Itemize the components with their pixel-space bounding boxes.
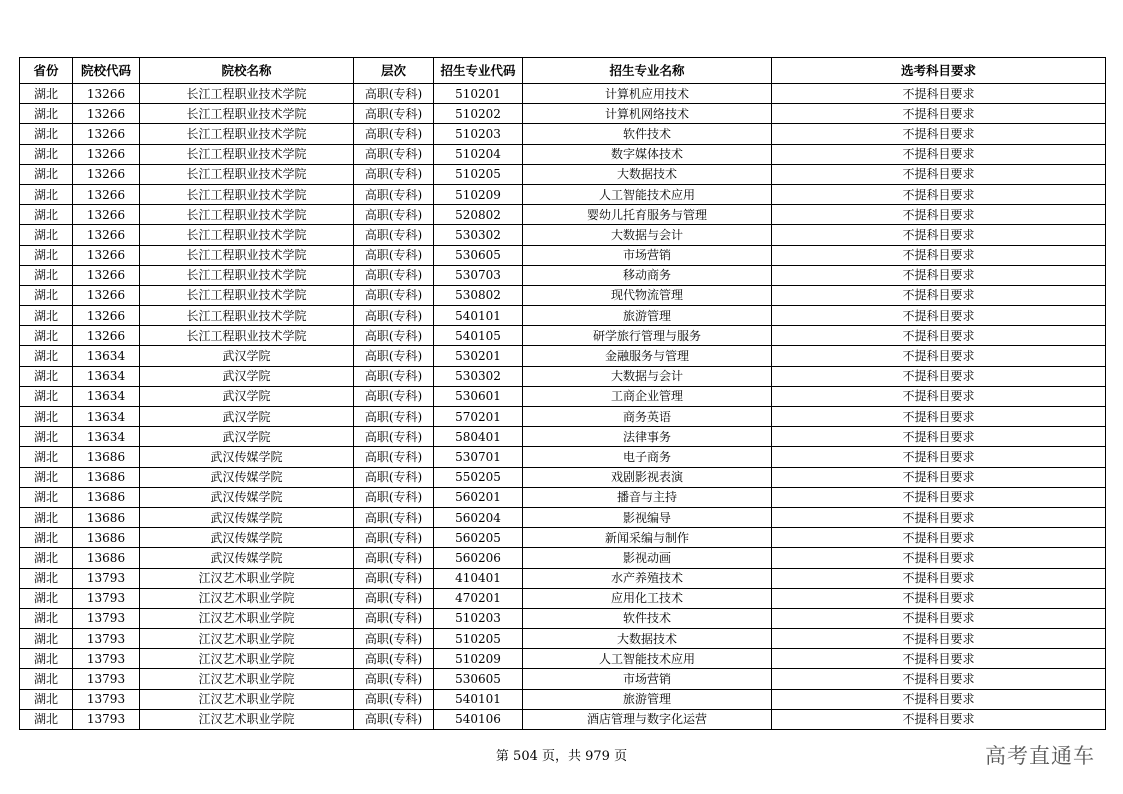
cell-school-code: 13266 xyxy=(73,184,140,204)
cell-major-code: 470201 xyxy=(434,588,523,608)
cell-major-code: 530201 xyxy=(434,346,523,366)
cell-province: 湖北 xyxy=(20,568,73,588)
table-row xyxy=(20,568,1106,588)
cell-school-code: 13266 xyxy=(73,144,140,164)
cell-school-code: 13634 xyxy=(73,346,140,366)
table-row xyxy=(20,124,1106,144)
table-row xyxy=(20,629,1106,649)
cell-level: 高职(专科) xyxy=(354,528,434,548)
cell-school-code: 13793 xyxy=(73,669,140,689)
cell-major-name: 大数据技术 xyxy=(523,164,772,184)
page-number: 第 504 页，共 979 页 xyxy=(495,749,628,764)
cell-school-code: 13634 xyxy=(73,386,140,406)
cell-level: 高职(专科) xyxy=(354,487,434,507)
cell-province: 湖北 xyxy=(20,487,73,507)
cell-school-code: 13686 xyxy=(73,528,140,548)
cell-school-code: 13266 xyxy=(73,84,140,104)
cell-school-code: 13266 xyxy=(73,306,140,326)
cell-level: 高职(专科) xyxy=(354,306,434,326)
cell-subject-requirement: 不提科目要求 xyxy=(772,588,1106,608)
cell-school-code: 13793 xyxy=(73,629,140,649)
cell-school-code: 13793 xyxy=(73,588,140,608)
table-row xyxy=(20,184,1106,204)
cell-school-name: 长江工程职业技术学院 xyxy=(140,285,354,305)
table-row xyxy=(20,285,1106,305)
cell-level: 高职(专科) xyxy=(354,225,434,245)
cell-subject-requirement: 不提科目要求 xyxy=(772,447,1106,467)
cell-major-code: 540106 xyxy=(434,709,523,729)
cell-school-name: 长江工程职业技术学院 xyxy=(140,124,354,144)
cell-school-name: 武汉传媒学院 xyxy=(140,467,354,487)
cell-major-name: 新闻采编与制作 xyxy=(523,528,772,548)
cell-level: 高职(专科) xyxy=(354,326,434,346)
cell-subject-requirement: 不提科目要求 xyxy=(772,346,1106,366)
table-row xyxy=(20,649,1106,669)
cell-major-name: 现代物流管理 xyxy=(523,285,772,305)
cell-province: 湖北 xyxy=(20,366,73,386)
cell-major-name: 金融服务与管理 xyxy=(523,346,772,366)
cell-major-name: 移动商务 xyxy=(523,265,772,285)
cell-province: 湖北 xyxy=(20,265,73,285)
cell-school-code: 13793 xyxy=(73,568,140,588)
table-row xyxy=(20,487,1106,507)
cell-province: 湖北 xyxy=(20,285,73,305)
table-row xyxy=(20,528,1106,548)
cell-subject-requirement: 不提科目要求 xyxy=(772,507,1106,527)
table-row xyxy=(20,366,1106,386)
cell-level: 高职(专科) xyxy=(354,386,434,406)
table-row xyxy=(20,205,1106,225)
cell-major-name: 市场营销 xyxy=(523,669,772,689)
cell-level: 高职(专科) xyxy=(354,507,434,527)
table-row xyxy=(20,608,1106,628)
cell-level: 高职(专科) xyxy=(354,104,434,124)
cell-school-name: 江汉艺术职业学院 xyxy=(140,649,354,669)
cell-major-name: 电子商务 xyxy=(523,447,772,467)
cell-level: 高职(专科) xyxy=(354,407,434,427)
cell-province: 湖北 xyxy=(20,144,73,164)
cell-subject-requirement: 不提科目要求 xyxy=(772,184,1106,204)
cell-major-code: 510209 xyxy=(434,184,523,204)
cell-school-name: 江汉艺术职业学院 xyxy=(140,689,354,709)
cell-major-code: 530601 xyxy=(434,386,523,406)
cell-major-name: 法律事务 xyxy=(523,427,772,447)
cell-level: 高职(专科) xyxy=(354,265,434,285)
cell-major-name: 市场营销 xyxy=(523,245,772,265)
cell-major-name: 婴幼儿托育服务与管理 xyxy=(523,205,772,225)
cell-province: 湖北 xyxy=(20,346,73,366)
table-row xyxy=(20,447,1106,467)
cell-major-code: 530605 xyxy=(434,669,523,689)
cell-level: 高职(专科) xyxy=(354,669,434,689)
cell-province: 湖北 xyxy=(20,629,73,649)
cell-subject-requirement: 不提科目要求 xyxy=(772,629,1106,649)
cell-major-name: 水产养殖技术 xyxy=(523,568,772,588)
cell-province: 湖北 xyxy=(20,407,73,427)
cell-major-name: 旅游管理 xyxy=(523,306,772,326)
cell-level: 高职(专科) xyxy=(354,588,434,608)
cell-school-code: 13686 xyxy=(73,507,140,527)
cell-level: 高职(专科) xyxy=(354,144,434,164)
cell-school-code: 13686 xyxy=(73,487,140,507)
cell-province: 湖北 xyxy=(20,608,73,628)
cell-major-name: 旅游管理 xyxy=(523,689,772,709)
cell-subject-requirement: 不提科目要求 xyxy=(772,104,1106,124)
cell-major-code: 530701 xyxy=(434,447,523,467)
cell-level: 高职(专科) xyxy=(354,427,434,447)
cell-school-code: 13266 xyxy=(73,245,140,265)
cell-major-name: 软件技术 xyxy=(523,124,772,144)
cell-subject-requirement: 不提科目要求 xyxy=(772,205,1106,225)
cell-subject-requirement: 不提科目要求 xyxy=(772,245,1106,265)
table-row xyxy=(20,407,1106,427)
cell-major-name: 人工智能技术应用 xyxy=(523,184,772,204)
cell-school-code: 13686 xyxy=(73,447,140,467)
table-body xyxy=(20,84,1106,730)
table-row xyxy=(20,104,1106,124)
cell-major-name: 播音与主持 xyxy=(523,487,772,507)
cell-major-code: 510203 xyxy=(434,608,523,628)
table-row xyxy=(20,467,1106,487)
cell-school-name: 长江工程职业技术学院 xyxy=(140,265,354,285)
header-province: 省份 xyxy=(20,58,73,84)
cell-school-name: 江汉艺术职业学院 xyxy=(140,608,354,628)
table-row xyxy=(20,245,1106,265)
cell-major-code: 510201 xyxy=(434,84,523,104)
cell-province: 湖北 xyxy=(20,447,73,467)
cell-school-code: 13266 xyxy=(73,225,140,245)
table-row xyxy=(20,326,1106,346)
cell-province: 湖北 xyxy=(20,326,73,346)
cell-school-name: 武汉学院 xyxy=(140,427,354,447)
cell-school-name: 长江工程职业技术学院 xyxy=(140,326,354,346)
cell-major-code: 530703 xyxy=(434,265,523,285)
cell-subject-requirement: 不提科目要求 xyxy=(772,649,1106,669)
cell-school-code: 13686 xyxy=(73,548,140,568)
cell-major-code: 580401 xyxy=(434,427,523,447)
cell-school-name: 武汉传媒学院 xyxy=(140,447,354,467)
cell-subject-requirement: 不提科目要求 xyxy=(772,689,1106,709)
watermark-text: 高考直通车 xyxy=(985,744,1095,768)
cell-major-name: 工商企业管理 xyxy=(523,386,772,406)
cell-level: 高职(专科) xyxy=(354,285,434,305)
cell-province: 湖北 xyxy=(20,104,73,124)
header-major-code: 招生专业代码 xyxy=(434,58,523,84)
cell-school-name: 长江工程职业技术学院 xyxy=(140,84,354,104)
cell-major-name: 软件技术 xyxy=(523,608,772,628)
cell-school-name: 长江工程职业技术学院 xyxy=(140,306,354,326)
cell-major-code: 510203 xyxy=(434,124,523,144)
cell-school-name: 武汉学院 xyxy=(140,386,354,406)
cell-level: 高职(专科) xyxy=(354,548,434,568)
cell-school-name: 武汉学院 xyxy=(140,366,354,386)
cell-subject-requirement: 不提科目要求 xyxy=(772,124,1106,144)
cell-province: 湖北 xyxy=(20,548,73,568)
cell-level: 高职(专科) xyxy=(354,649,434,669)
table-row xyxy=(20,709,1106,729)
cell-province: 湖北 xyxy=(20,245,73,265)
cell-school-code: 13266 xyxy=(73,164,140,184)
cell-level: 高职(专科) xyxy=(354,447,434,467)
cell-subject-requirement: 不提科目要求 xyxy=(772,326,1106,346)
cell-province: 湖北 xyxy=(20,467,73,487)
table-row xyxy=(20,306,1106,326)
cell-school-name: 江汉艺术职业学院 xyxy=(140,568,354,588)
cell-major-name: 戏剧影视表演 xyxy=(523,467,772,487)
cell-major-name: 大数据技术 xyxy=(523,629,772,649)
table-row xyxy=(20,689,1106,709)
cell-major-code: 530605 xyxy=(434,245,523,265)
cell-subject-requirement: 不提科目要求 xyxy=(772,427,1106,447)
cell-major-code: 560204 xyxy=(434,507,523,527)
cell-level: 高职(专科) xyxy=(354,84,434,104)
cell-subject-requirement: 不提科目要求 xyxy=(772,225,1106,245)
cell-subject-requirement: 不提科目要求 xyxy=(772,265,1106,285)
cell-level: 高职(专科) xyxy=(354,164,434,184)
cell-province: 湖北 xyxy=(20,709,73,729)
cell-major-code: 530302 xyxy=(434,225,523,245)
cell-subject-requirement: 不提科目要求 xyxy=(772,407,1106,427)
cell-school-code: 13266 xyxy=(73,285,140,305)
cell-school-name: 长江工程职业技术学院 xyxy=(140,225,354,245)
cell-school-name: 江汉艺术职业学院 xyxy=(140,588,354,608)
cell-level: 高职(专科) xyxy=(354,124,434,144)
cell-level: 高职(专科) xyxy=(354,568,434,588)
cell-province: 湖北 xyxy=(20,427,73,447)
cell-school-name: 江汉艺术职业学院 xyxy=(140,629,354,649)
cell-school-code: 13634 xyxy=(73,407,140,427)
cell-level: 高职(专科) xyxy=(354,709,434,729)
cell-subject-requirement: 不提科目要求 xyxy=(772,467,1106,487)
cell-school-name: 长江工程职业技术学院 xyxy=(140,144,354,164)
cell-province: 湖北 xyxy=(20,84,73,104)
cell-subject-requirement: 不提科目要求 xyxy=(772,669,1106,689)
cell-major-name: 应用化工技术 xyxy=(523,588,772,608)
cell-school-code: 13793 xyxy=(73,649,140,669)
cell-major-name: 影视动画 xyxy=(523,548,772,568)
cell-province: 湖北 xyxy=(20,669,73,689)
header-subject-requirement: 选考科目要求 xyxy=(772,58,1106,84)
cell-major-code: 560205 xyxy=(434,528,523,548)
cell-major-name: 酒店管理与数字化运营 xyxy=(523,709,772,729)
cell-province: 湖北 xyxy=(20,689,73,709)
cell-major-code: 540101 xyxy=(434,689,523,709)
header-school-code: 院校代码 xyxy=(73,58,140,84)
cell-school-code: 13793 xyxy=(73,689,140,709)
cell-subject-requirement: 不提科目要求 xyxy=(772,548,1106,568)
cell-major-code: 540105 xyxy=(434,326,523,346)
table-row xyxy=(20,164,1106,184)
admission-table xyxy=(19,57,1106,730)
cell-subject-requirement: 不提科目要求 xyxy=(772,709,1106,729)
cell-school-code: 13266 xyxy=(73,265,140,285)
cell-major-code: 510209 xyxy=(434,649,523,669)
table-row xyxy=(20,548,1106,568)
cell-province: 湖北 xyxy=(20,124,73,144)
cell-school-name: 武汉学院 xyxy=(140,346,354,366)
cell-province: 湖北 xyxy=(20,588,73,608)
cell-major-name: 计算机网络技术 xyxy=(523,104,772,124)
cell-school-code: 13266 xyxy=(73,104,140,124)
table-row xyxy=(20,144,1106,164)
cell-province: 湖北 xyxy=(20,528,73,548)
cell-subject-requirement: 不提科目要求 xyxy=(772,84,1106,104)
cell-major-code: 510205 xyxy=(434,164,523,184)
cell-major-code: 550205 xyxy=(434,467,523,487)
cell-subject-requirement: 不提科目要求 xyxy=(772,528,1106,548)
header-school-name: 院校名称 xyxy=(140,58,354,84)
cell-province: 湖北 xyxy=(20,184,73,204)
cell-major-code: 530802 xyxy=(434,285,523,305)
cell-province: 湖北 xyxy=(20,205,73,225)
cell-school-name: 长江工程职业技术学院 xyxy=(140,245,354,265)
cell-school-name: 武汉传媒学院 xyxy=(140,548,354,568)
cell-level: 高职(专科) xyxy=(354,184,434,204)
cell-major-code: 540101 xyxy=(434,306,523,326)
cell-school-name: 长江工程职业技术学院 xyxy=(140,104,354,124)
cell-major-code: 560201 xyxy=(434,487,523,507)
cell-major-name: 大数据与会计 xyxy=(523,225,772,245)
cell-province: 湖北 xyxy=(20,507,73,527)
cell-subject-requirement: 不提科目要求 xyxy=(772,306,1106,326)
cell-major-name: 商务英语 xyxy=(523,407,772,427)
cell-school-name: 长江工程职业技术学院 xyxy=(140,184,354,204)
header-major-name: 招生专业名称 xyxy=(523,58,772,84)
cell-major-name: 数字媒体技术 xyxy=(523,144,772,164)
cell-subject-requirement: 不提科目要求 xyxy=(772,285,1106,305)
table-row xyxy=(20,225,1106,245)
cell-major-code: 510204 xyxy=(434,144,523,164)
cell-school-code: 13793 xyxy=(73,608,140,628)
cell-major-code: 510205 xyxy=(434,629,523,649)
table-row xyxy=(20,507,1106,527)
cell-major-code: 510202 xyxy=(434,104,523,124)
cell-major-name: 影视编导 xyxy=(523,507,772,527)
cell-school-code: 13266 xyxy=(73,124,140,144)
cell-school-code: 13686 xyxy=(73,467,140,487)
cell-school-name: 江汉艺术职业学院 xyxy=(140,709,354,729)
cell-level: 高职(专科) xyxy=(354,467,434,487)
cell-province: 湖北 xyxy=(20,649,73,669)
cell-school-code: 13793 xyxy=(73,709,140,729)
cell-level: 高职(专科) xyxy=(354,629,434,649)
table-row xyxy=(20,84,1106,104)
cell-level: 高职(专科) xyxy=(354,346,434,366)
cell-major-name: 人工智能技术应用 xyxy=(523,649,772,669)
cell-subject-requirement: 不提科目要求 xyxy=(772,487,1106,507)
header-level: 层次 xyxy=(354,58,434,84)
cell-subject-requirement: 不提科目要求 xyxy=(772,366,1106,386)
cell-major-name: 大数据与会计 xyxy=(523,366,772,386)
table-header-row xyxy=(20,58,1106,84)
cell-subject-requirement: 不提科目要求 xyxy=(772,386,1106,406)
cell-school-code: 13266 xyxy=(73,326,140,346)
cell-major-code: 410401 xyxy=(434,568,523,588)
cell-school-name: 武汉传媒学院 xyxy=(140,528,354,548)
cell-subject-requirement: 不提科目要求 xyxy=(772,568,1106,588)
cell-subject-requirement: 不提科目要求 xyxy=(772,164,1106,184)
cell-school-name: 长江工程职业技术学院 xyxy=(140,164,354,184)
cell-major-code: 520802 xyxy=(434,205,523,225)
cell-school-code: 13634 xyxy=(73,366,140,386)
cell-province: 湖北 xyxy=(20,225,73,245)
cell-school-name: 武汉学院 xyxy=(140,407,354,427)
cell-major-code: 530302 xyxy=(434,366,523,386)
cell-province: 湖北 xyxy=(20,164,73,184)
cell-school-name: 武汉传媒学院 xyxy=(140,487,354,507)
table-row xyxy=(20,588,1106,608)
cell-school-name: 武汉传媒学院 xyxy=(140,507,354,527)
cell-subject-requirement: 不提科目要求 xyxy=(772,144,1106,164)
table-row xyxy=(20,346,1106,366)
table-row xyxy=(20,669,1106,689)
cell-school-name: 长江工程职业技术学院 xyxy=(140,205,354,225)
cell-level: 高职(专科) xyxy=(354,205,434,225)
table-row xyxy=(20,265,1106,285)
cell-major-name: 研学旅行管理与服务 xyxy=(523,326,772,346)
cell-province: 湖北 xyxy=(20,306,73,326)
cell-school-code: 13266 xyxy=(73,205,140,225)
cell-subject-requirement: 不提科目要求 xyxy=(772,608,1106,628)
cell-school-name: 江汉艺术职业学院 xyxy=(140,669,354,689)
cell-major-code: 570201 xyxy=(434,407,523,427)
cell-level: 高职(专科) xyxy=(354,608,434,628)
table-row xyxy=(20,386,1106,406)
cell-level: 高职(专科) xyxy=(354,366,434,386)
table-row xyxy=(20,427,1106,447)
cell-level: 高职(专科) xyxy=(354,689,434,709)
cell-level: 高职(专科) xyxy=(354,245,434,265)
cell-province: 湖北 xyxy=(20,386,73,406)
cell-major-code: 560206 xyxy=(434,548,523,568)
cell-school-code: 13634 xyxy=(73,427,140,447)
cell-major-name: 计算机应用技术 xyxy=(523,84,772,104)
